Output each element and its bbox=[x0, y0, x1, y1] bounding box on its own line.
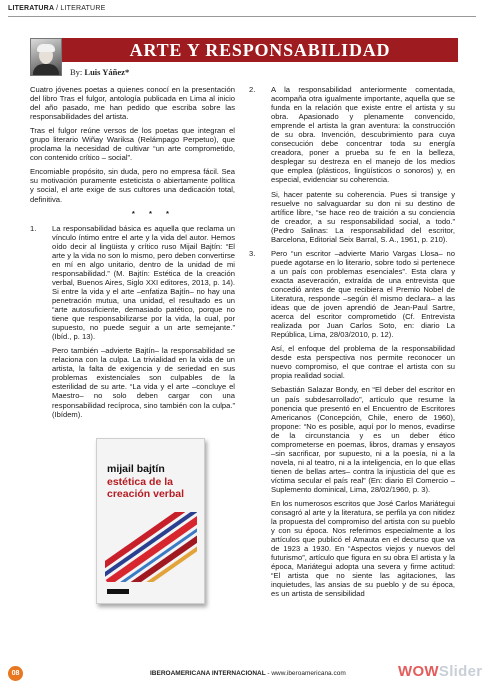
byline bbox=[70, 67, 129, 77]
section-label bbox=[8, 5, 105, 12]
book-cover-graphic bbox=[105, 512, 197, 582]
paragraph: Si, hacer patente su coherencia. Pues si transige y resuelve no salvaguardar su don ni su destino de artífice libre, “se hace reo de traición a su conciencia de creador, a su responsabilidad social, a todo.” (Pedro Salinas: La responsabilidad del escritor, Barcelona, Editorial Seix Barral, S. A., 1961, p. 210). bbox=[271, 189, 455, 244]
publication-url: - www.iberoamericana.com bbox=[267, 670, 346, 677]
paragraph: La responsabilidad básica es aquella que reclama un vínculo íntimo entre el arte y la vida del autor. Hemos oído decir al lingüista y crítico ruso Mijail Bajtín: “El arte y la vida no son lo mismo, pero deben convertirse en mí en algo unitario, dentro de la unidad de mi responsabilidad.” (M. Bajtín: Estética de la creación verbal, Buenos Aires, Siglo XXI editores, 2013, p. 14). Si entre la vida y el arte –enfatiza Bajtín– no hay una penetración mutua, una unidad, el resultado es un “arte autosuficiente, demasiado patético, porque no tiene que responsabilizarse por la vida, la cual, por supuesto, no puede seguir a un arte semejante.” (Ibíd., p. 13). bbox=[52, 223, 235, 342]
paragraph: En los numerosos escritos que José Carlos Mariátegui consagró al arte y la literatura, se perfila ya con nitidez la propuesta del compromiso del artista con su pueblo y con su época. Nos referimos especialmente a los artículos que publicó el Amauta en el decurso que va de 1923 a 1930. En “Aspectos viejos y nuevos del futurismo”, artículo que figura en su obra El artista y la época, Mariátegui adopta una severa y firme actitud: “El artista que no siente las agitaciones, las inquietudes, las ansias de su pueblo y de su época, es un artista de sensibilidad bbox=[271, 499, 455, 599]
title-bar bbox=[62, 38, 458, 62]
paragraph: Pero “un escritor –advierte Mario Vargas Llosa– no puede agotarse en lo literario, sobre todo si pertenece a un país con problemas esenciales”. Esta clara y exacta aseveración, extraída de una entrevista que concedió antes de que recibiera el Premio Nobel de Literatura, responde –según él mismo declara– a las ideas que de joven aprendió de Jean-Paul Sartre, acerca del escritor comprometido (Cf. Entrevista realizada por Juan Carlos Soto, en: diario La República, Lima, 28/03/2010, p. 12). bbox=[271, 248, 455, 340]
item-number: 3. bbox=[249, 248, 256, 258]
paragraph: Tras el fulgor reúne versos de los poetas que integran el grupo literario Wiñay Wariksa (Relámpago Perpetuo), que proclama la necesidad de cultivar “un arte comprometido, con contenido crítico – social”. bbox=[30, 126, 235, 163]
item-number: 1. bbox=[30, 223, 37, 233]
footer-publication bbox=[150, 670, 346, 677]
section-name: LITERATURA bbox=[8, 5, 54, 12]
article-title: ARTE Y RESPONSABILIDAD bbox=[129, 40, 391, 60]
left-column bbox=[30, 85, 235, 424]
paragraph: Cuatro jóvenes poetas a quienes conocí en la presentación del libro Tras el fulgor, antología publicada en Lima al inicio del año pasado, me han pedido que escriba sobre las responsabilidades del artista. bbox=[30, 85, 235, 122]
publisher-logo bbox=[107, 589, 129, 594]
right-column bbox=[249, 85, 455, 604]
publication-name: IBEROAMERICANA INTERNACIONAL bbox=[150, 670, 266, 677]
byline-prefix: By: bbox=[70, 67, 83, 77]
paragraph: Sebastián Salazar Bondy, en “El deber del escritor en un país subdesarrollado”, artículo que resume la ponencia que presentó en el Encuentro de Escritores Americanos (Concepción, Chile, enero de 1960), propone: “No es posible, aquí por lo menos, evadirse de la circunstancia y es un deber ético comprometerse en poemas, libros, dramas y ensayos –sin sacrificar, por supuesto, ni a la poesía, ni a la novela, ni al teatro, ni a la inteligencia, en lo que ellas tienen de bellas artes– contra la injusticia del que es víctima secular el país real” (En: diario El Comercio – Suplemento dominical, Lima, 28/02/1960, p. 3). bbox=[271, 385, 455, 494]
numbered-item-1 bbox=[30, 224, 235, 419]
page-number-badge: 08 bbox=[8, 666, 23, 681]
paragraph: Encomiable propósito, sin duda, pero no empresa fácil. Sea su motivación puramente esteticista o abiertamente política y social, el arte exige de sus cultores una dedicación total, definitiva. bbox=[30, 167, 235, 204]
book-cover-image bbox=[96, 438, 205, 604]
section-name-english: / LITERATURE bbox=[56, 5, 106, 12]
numbered-item-2 bbox=[249, 85, 455, 244]
paragraph: A la responsabilidad anteriormente comentada, acompaña otra igualmente importante, aquella que se funda en la relación que existe entre el artista y su obra. Apasionado y plenamente convencido, emprende el artista la gran aventura: la construcción de su obra. Invención, descubrimiento para cuya consecución debe concentrar toda su energía creadora, poner a prueba su fe en la belleza, desplegar su destreza en el manejo de los medios que emplea (plásticos, lingüísticos o sonoros) y, en especial, evidenciar su coherencia. bbox=[271, 85, 455, 185]
wowslider-watermark: WOWSlider bbox=[398, 663, 483, 680]
item-number: 2. bbox=[249, 85, 256, 94]
byline-author: Luis Yáñez* bbox=[84, 67, 130, 77]
author-photo bbox=[30, 38, 62, 76]
book-author: mijail bajtín bbox=[107, 463, 165, 475]
header-divider bbox=[8, 16, 476, 17]
book-title: estética de la creación verbal bbox=[107, 476, 185, 500]
numbered-item-3 bbox=[249, 249, 455, 599]
section-separator: * * * bbox=[131, 208, 175, 218]
paragraph: Así, el enfoque del problema de la responsabilidad desde esta perspectiva nos permite reconocer un nuevo compromiso, el que contrae el artista con su propia realidad social. bbox=[271, 344, 455, 381]
paragraph: Pero también –advierte Bajtín– la responsabilidad se relaciona con la culpa. La trivialidad en la vida de un artista, la falta de exigencia y de seriedad en sus problemas existenciales son culpables de la esterilidad de su arte. “La vida y el arte –concluye el Maestro– no solo deben cargar con una responsabilidad recíproca, sino también con la culpa.” (Ibídem). bbox=[52, 346, 235, 419]
